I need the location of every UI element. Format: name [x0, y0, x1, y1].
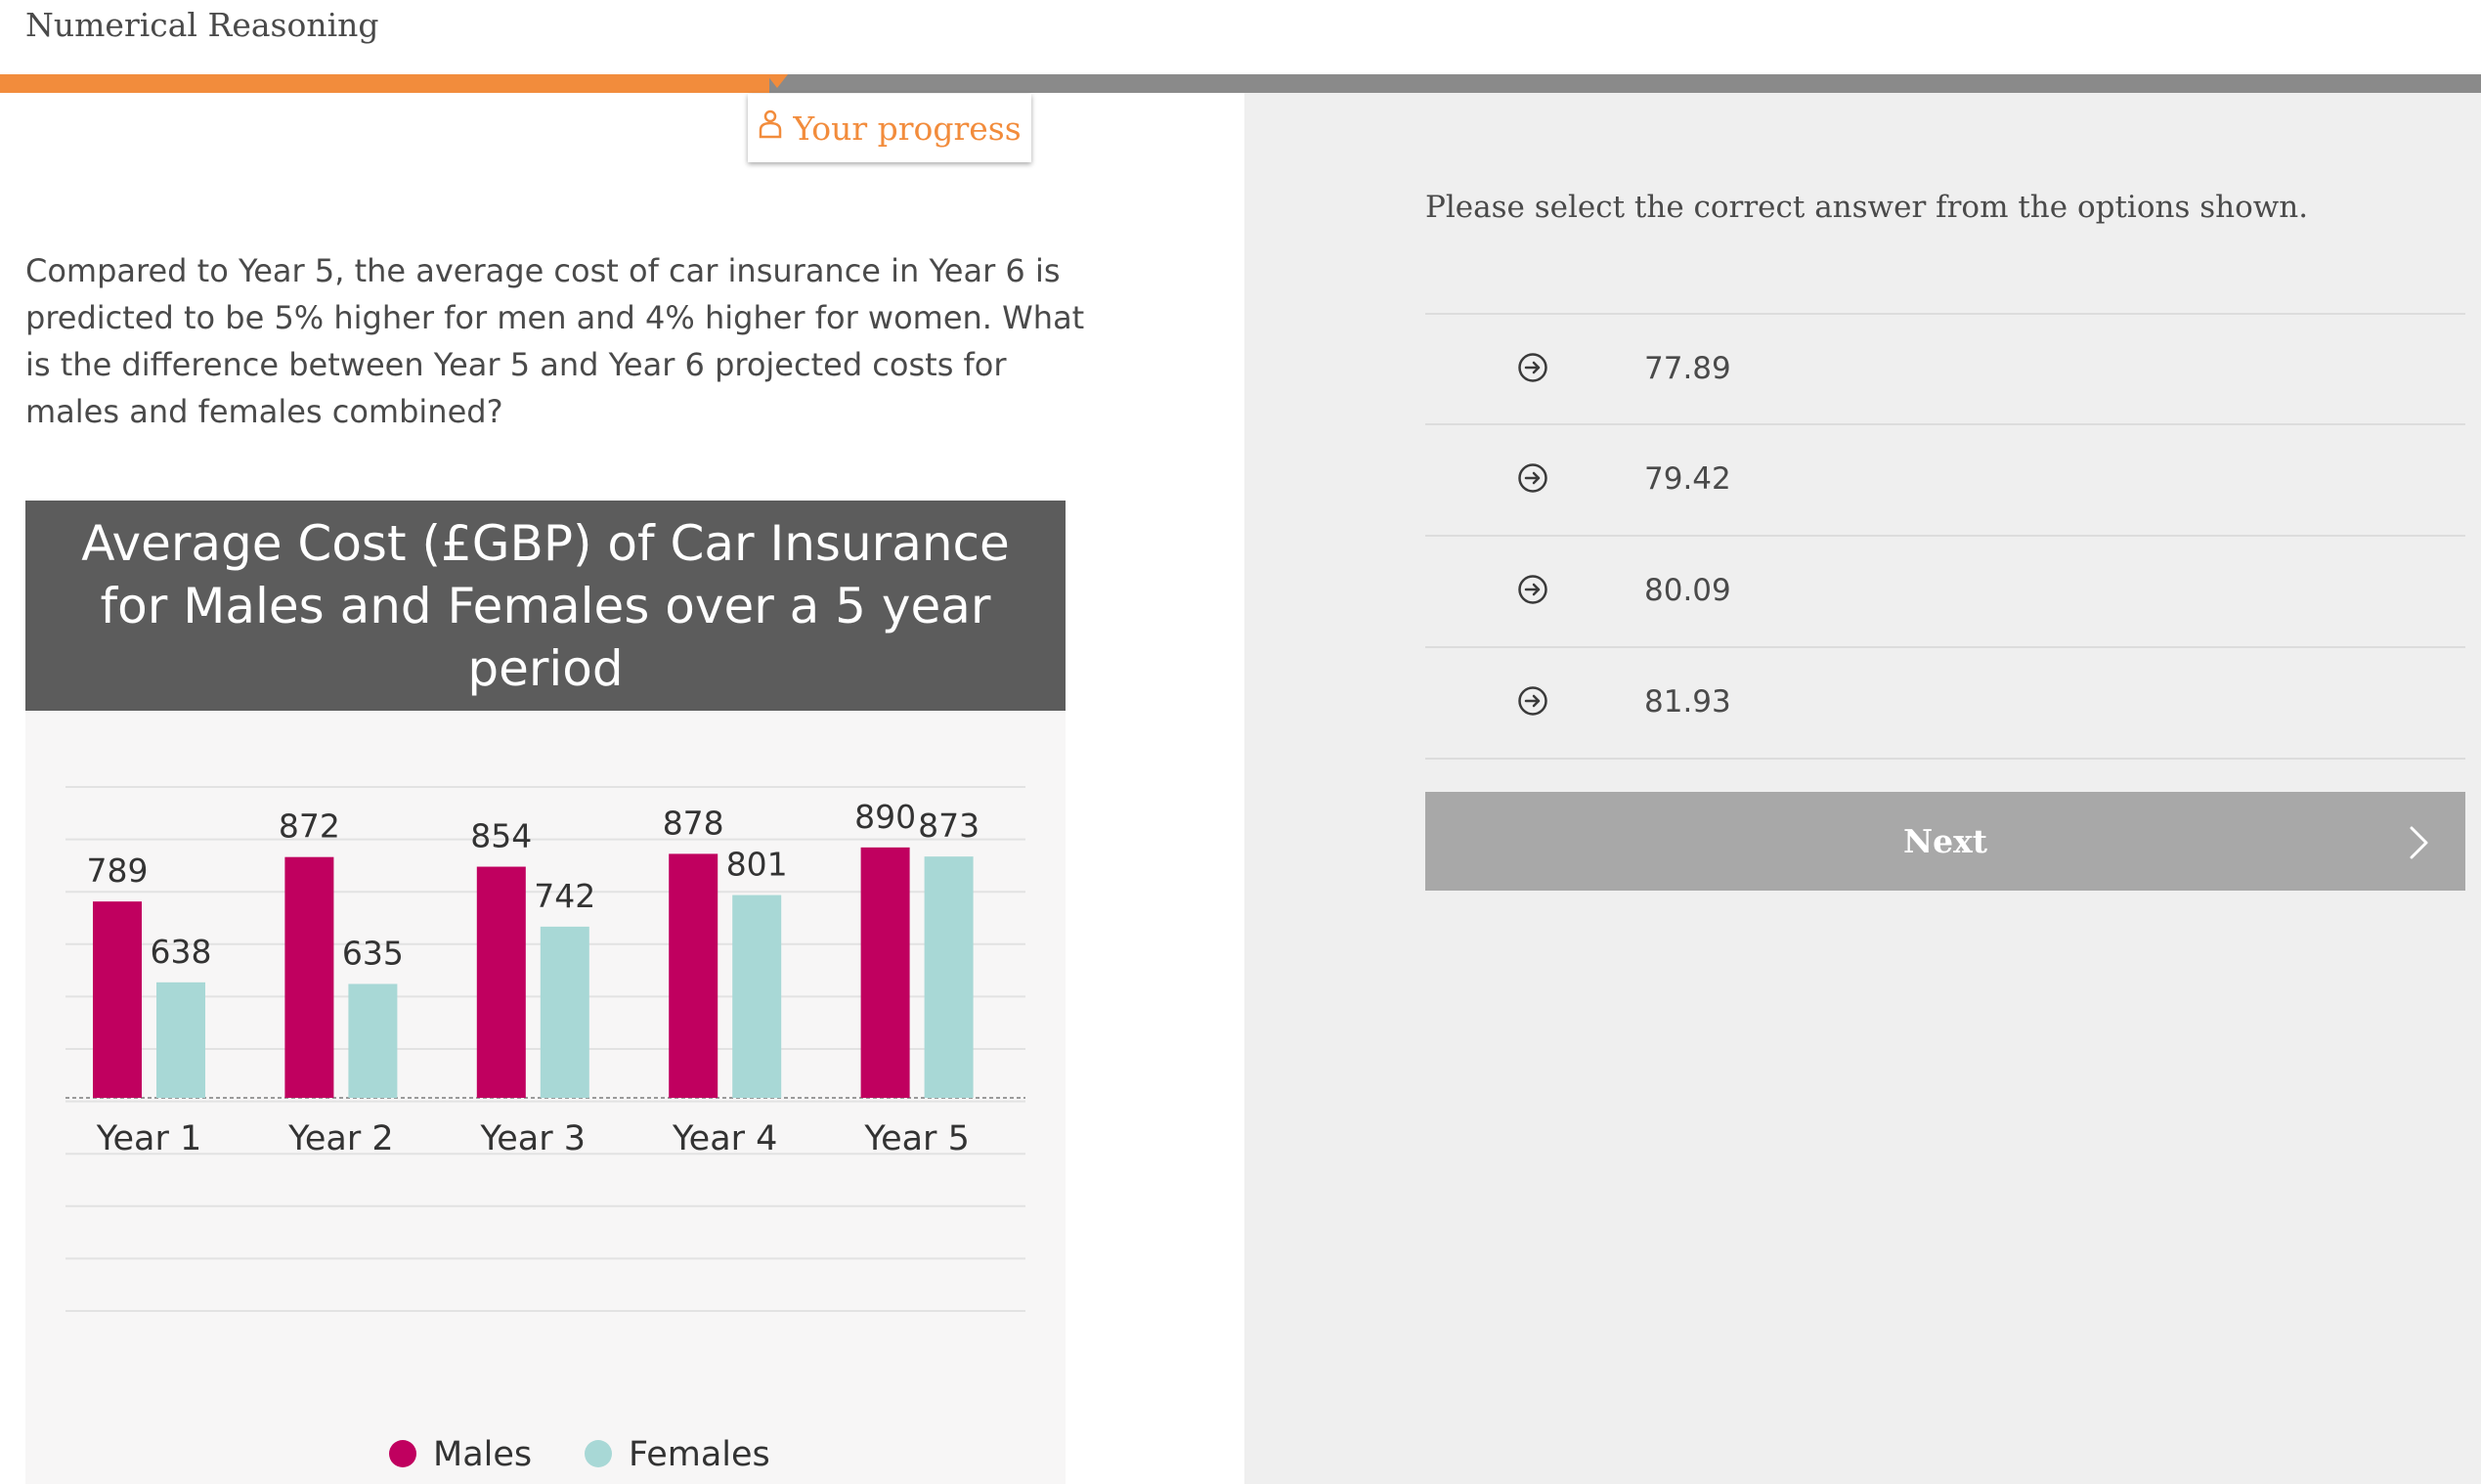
bar-females: [541, 927, 589, 1098]
x-tick-label: Year 3: [480, 1119, 587, 1158]
answer-option-4[interactable]: [1425, 647, 2465, 757]
x-tick-label: Year 1: [96, 1119, 202, 1158]
bar-males: [284, 857, 333, 1098]
progress-marker: [766, 74, 788, 88]
option-divider: [1425, 758, 2465, 760]
chevron-right-icon: [2409, 825, 2430, 863]
progress-bar: [0, 74, 2481, 93]
legend-marker-males: [389, 1440, 416, 1467]
answer-panel: [1244, 93, 2481, 1484]
chart: [25, 501, 1066, 1484]
bar-females: [925, 856, 974, 1098]
bar-females: [348, 983, 397, 1098]
question-text: Compared to Year 5, the average cost of car insurance in Year 6 is predicted to be 5% higher for men and 4% higher for women. What is the difference between Year 5 and Year 6 projected costs for males and females combined?: [25, 252, 1085, 430]
your-progress-button[interactable]: [748, 94, 1031, 162]
app-title: Numerical Reasoning: [25, 6, 379, 44]
arrow-circle-right-icon: [1517, 685, 1548, 720]
data-label: 742: [534, 876, 596, 915]
x-tick-label: Year 4: [672, 1119, 778, 1158]
answer-option-3[interactable]: [1425, 536, 2465, 645]
data-label: 801: [725, 845, 788, 884]
instruction-text: Please select the correct answer from the options shown.: [1425, 190, 2309, 225]
next-button[interactable]: [1425, 792, 2465, 891]
data-label: 854: [470, 816, 533, 855]
bar-chart: [25, 711, 1066, 1484]
bar-males: [669, 853, 718, 1098]
bar-males: [861, 848, 910, 1098]
x-tick-label: Year 5: [864, 1119, 970, 1158]
next-button-label: Next: [1902, 822, 1988, 860]
answer-option-label: 77.89: [1644, 351, 1731, 386]
arrow-circle-right-icon: [1517, 352, 1548, 387]
answer-option-2[interactable]: [1425, 424, 2465, 534]
data-label: 872: [278, 807, 340, 846]
your-progress-label: Your progress: [793, 109, 1022, 148]
answer-option-label: 79.42: [1644, 461, 1731, 497]
data-label: 789: [86, 851, 149, 891]
data-label: 638: [150, 932, 212, 971]
legend-label: Males: [433, 1435, 533, 1474]
data-label: 873: [918, 807, 980, 846]
answer-option-label: 81.93: [1644, 684, 1731, 720]
data-label: 635: [341, 934, 404, 973]
answer-option-1[interactable]: [1425, 314, 2465, 423]
data-label: 890: [854, 797, 917, 836]
bar-females: [732, 895, 781, 1098]
answer-option-label: 80.09: [1644, 573, 1731, 608]
data-label: 878: [662, 804, 724, 843]
progress-bar-fill: [0, 74, 769, 93]
bar-males: [93, 901, 142, 1098]
chart-header: [25, 501, 1066, 711]
bar-males: [477, 867, 526, 1098]
chart-title: Average Cost (£GBP) of Car Insurance for Males and Females over a 5 year period: [81, 514, 1010, 697]
user-icon: [758, 109, 793, 148]
bar-females: [156, 982, 205, 1098]
arrow-circle-right-icon: [1517, 462, 1548, 498]
legend-marker-females: [585, 1440, 612, 1467]
legend-label: Females: [629, 1435, 770, 1474]
x-tick-label: Year 2: [288, 1119, 394, 1158]
arrow-circle-right-icon: [1517, 574, 1548, 609]
